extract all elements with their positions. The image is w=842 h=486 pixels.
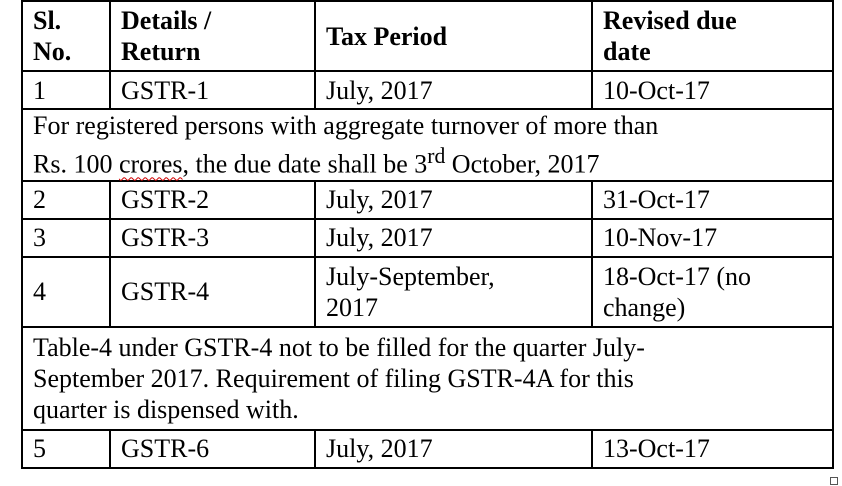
cell-sl-no: 2 — [22, 181, 110, 219]
header-revised-due-date — [592, 1, 833, 71]
table-resize-handle[interactable] — [830, 477, 838, 485]
cell-due-date: 13-Oct-17 — [592, 430, 833, 468]
cell-tax-period — [315, 257, 592, 327]
cell-sl-no: 5 — [22, 430, 110, 468]
spelling-flagged-word[interactable]: crores — [118, 149, 183, 179]
cell-due-date-line1: 18-Oct-17 (no — [603, 261, 752, 291]
cell-return: GSTR-1 — [110, 71, 315, 109]
ordinal-suffix: rd — [427, 144, 446, 168]
note-gstr4-line1: Table-4 under GSTR-4 not to be filled for the quarter July- — [33, 332, 645, 362]
cell-return: GSTR-6 — [110, 430, 315, 468]
cell-due-date: 10-Oct-17 — [592, 71, 833, 109]
cell-sl-no: 3 — [22, 219, 110, 257]
header-due-line2: date — [603, 37, 651, 66]
note-turnover-line1: For registered persons with aggregate turnover of more than — [33, 111, 659, 140]
table-row — [22, 430, 833, 468]
cell-due-date: 31-Oct-17 — [592, 181, 833, 219]
note-row-gstr4 — [22, 327, 833, 430]
note-row-turnover — [22, 109, 833, 181]
cell-tax-period-line1: July-September, — [326, 261, 495, 291]
cell-tax-period: July, 2017 — [315, 219, 592, 257]
header-tax-period: Tax Period — [315, 1, 592, 71]
table-row — [22, 71, 833, 109]
cell-due-date-line2: change) — [603, 292, 686, 322]
cell-return: GSTR-4 — [110, 257, 315, 327]
cell-tax-period-line2: 2017 — [326, 292, 378, 322]
cell-return: GSTR-2 — [110, 181, 315, 219]
header-sl-no-line2: No. — [33, 37, 72, 66]
cell-sl-no: 4 — [22, 257, 110, 327]
note-turnover-line2-c: October, 2017 — [445, 149, 600, 179]
table-header-row — [22, 1, 833, 71]
cell-tax-period: July, 2017 — [315, 430, 592, 468]
text-cursor — [832, 183, 834, 213]
cell-return: GSTR-3 — [110, 219, 315, 257]
cell-due-date — [592, 257, 833, 327]
note-turnover-line2-a: Rs. 100 — [33, 149, 119, 179]
note-turnover-line2-b: , the due date shall be 3 — [182, 149, 428, 179]
header-sl-no-line1: Sl. — [33, 6, 62, 35]
note-gstr4 — [22, 327, 833, 430]
table-row — [22, 181, 833, 219]
header-details-line2: Return — [121, 37, 201, 66]
cell-tax-period: July, 2017 — [315, 71, 592, 109]
cell-tax-period: July, 2017 — [315, 181, 592, 219]
header-details-line1: Details / — [121, 6, 212, 35]
header-details-return — [110, 1, 315, 71]
due-date-table — [21, 0, 834, 469]
table-row — [22, 257, 833, 327]
header-sl-no — [22, 1, 110, 71]
cell-sl-no: 1 — [22, 71, 110, 109]
cell-due-date: 10-Nov-17 — [592, 219, 833, 257]
note-gstr4-line2: September 2017. Requirement of filing GSTR-4A for this — [33, 363, 634, 393]
note-turnover — [22, 109, 833, 181]
note-gstr4-line3: quarter is dispensed with. — [33, 394, 299, 424]
table-row — [22, 219, 833, 257]
header-due-line1: Revised due — [603, 6, 737, 35]
